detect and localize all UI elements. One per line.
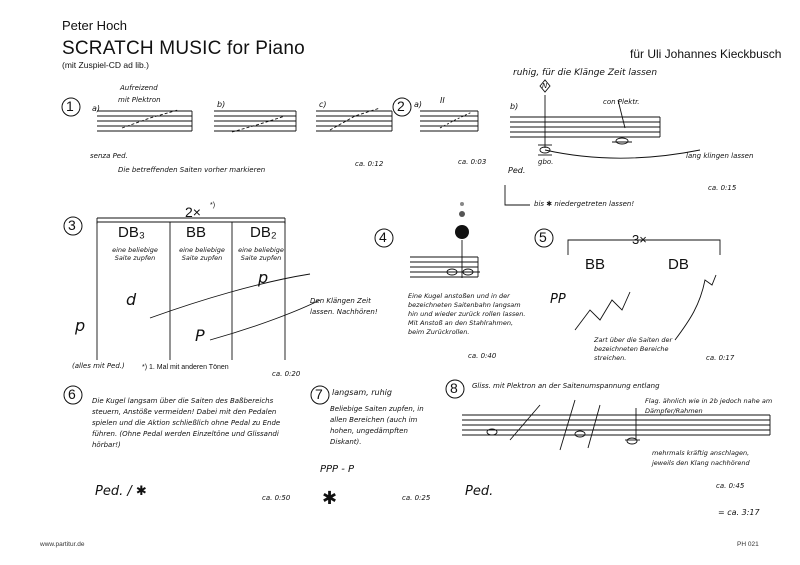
s1-duration: ca. 0:12 xyxy=(355,160,384,168)
s2-duration-a: ca. 0:03 xyxy=(458,158,487,166)
section-5-number: 5 xyxy=(539,229,547,245)
s1-label-b: b) xyxy=(217,100,226,109)
section-8-number: 8 xyxy=(450,380,458,396)
piece-subtitle: (mit Zuspiel-CD ad lib.) xyxy=(62,60,149,70)
s1-label-c: c) xyxy=(319,100,327,109)
s1-aufreizend: Aufreizend xyxy=(120,84,158,92)
s8-flag: Flag. ähnlich wie in 2b jedoch nahe am Dämpfer/Rahmen xyxy=(645,397,773,415)
composer-name: Peter Hoch xyxy=(62,18,128,33)
s3-bb: BB xyxy=(186,224,207,241)
s3-dyn-p3: P xyxy=(195,326,205,345)
staff-section-4 xyxy=(410,240,480,278)
s3-footnote: *) 1. Mal mit anderen Tönen xyxy=(142,364,229,371)
s3-db2: DB₂ xyxy=(250,224,277,241)
s3-zupfen-1: eine beliebige Saite zupfen xyxy=(112,246,158,262)
s2-label-b: b) xyxy=(510,102,519,111)
s2-label-a: a) xyxy=(414,100,423,109)
s5-bb: BB xyxy=(585,256,606,273)
staff-section-1 xyxy=(97,108,392,132)
s3-zupfen-3: eine beliebige Saite zupfen xyxy=(238,246,284,262)
s5-duration: ca. 0:17 xyxy=(706,354,735,362)
staff-section-2a xyxy=(420,111,478,131)
s4-duration: ca. 0:40 xyxy=(468,352,497,360)
pedal-release-icon: ✱ xyxy=(322,488,338,508)
s1-label-a: a) xyxy=(92,104,101,113)
s3-dyn-p1: p xyxy=(258,268,269,287)
dedication: für Uli Johannes Kieckbusch xyxy=(630,47,782,61)
s2-gbo: gbo. xyxy=(538,158,554,166)
footer-code: PH 021 xyxy=(737,541,759,548)
total-duration: = ca. 3:17 xyxy=(718,508,760,517)
s7-dyn: PPP - P xyxy=(320,464,355,475)
section-4-number: 4 xyxy=(379,229,387,245)
s2-con-plektr: con Plektr. xyxy=(603,98,640,106)
brackets-section-5 xyxy=(568,240,720,340)
s4-text: Eine Kugel anstoßen und in der bezeichneten Saitenbahn langsam hin und wieder zurück rollen lassen. Mit Anstoß an den Stahlrahmen, beim Zurückrollen. xyxy=(408,292,526,336)
s2-ped: Ped. xyxy=(508,166,526,175)
s5-dyn: PP xyxy=(550,292,566,307)
s8-ped: Ped. xyxy=(465,484,494,499)
section-1-number: 1 xyxy=(66,98,74,114)
s8-gliss: Gliss. mit Plektron an der Saitenumspannung entlang xyxy=(472,382,660,390)
s3-duration: ca. 0:20 xyxy=(272,370,301,378)
s6-text: Die Kugel langsam über die Saiten des Baßbereichs steuern, Anstöße vermeiden! Dabei mit den Pedalen spielen und die Aktion schließlich ohne Pedal zu Ende führen. (Ohne Pedal werden Einzeltöne und Glissandi hörbar!) xyxy=(92,397,281,449)
s5-db: DB xyxy=(668,256,689,273)
ball-icon xyxy=(455,225,469,239)
s6-duration: ca. 0:50 xyxy=(262,494,291,502)
s1-mit-plektron: mit Plektron xyxy=(118,96,161,104)
s3-alles-ped: (alles mit Ped.) xyxy=(72,362,125,370)
piece-title: SCRATCH MUSIC for Piano xyxy=(62,38,305,59)
s7-tempo: langsam, ruhig xyxy=(332,388,392,397)
s5-repeat: 3× xyxy=(632,232,647,247)
s2-ruhig: ruhig, für die Klänge Zeit lassen xyxy=(513,68,658,78)
s3-repeat: 2× xyxy=(185,204,201,220)
s8-mehrmals: mehrmals kräftig anschlagen, jeweils den Klang nachhörend xyxy=(652,449,750,467)
footer-url[interactable]: www.partitur.de xyxy=(40,541,85,548)
s2-lang-klingen: lang klingen lassen xyxy=(686,152,754,160)
section-3-number: 3 xyxy=(68,217,76,233)
s5-text: Zart über die Saiten der bezeichneten Bereiche streichen. xyxy=(594,336,673,362)
s3-asterisk: *) xyxy=(210,202,216,209)
section-7-number: 7 xyxy=(315,386,323,402)
section-6-number: 6 xyxy=(68,386,76,402)
s1-senza-ped: senza Ped. xyxy=(90,152,128,160)
s2-roman: II xyxy=(440,96,445,105)
s3-dyn-p2: p xyxy=(75,316,86,335)
s3-den-klaengen: Den Klängen Zeit lassen. Nachhören! xyxy=(310,297,378,316)
s2-duration-b: ca. 0:15 xyxy=(708,184,737,192)
s2-n-mark: N xyxy=(542,82,548,90)
s8-duration: ca. 0:45 xyxy=(716,482,745,490)
s3-dyn-d: d xyxy=(126,290,137,309)
s3-zupfen-2: eine beliebige Saite zupfen xyxy=(179,246,225,262)
s3-db3: DB₃ xyxy=(118,224,145,241)
s2-bis-text: bis ✱ niedergetreten lassen! xyxy=(534,200,635,208)
s6-ped: Ped. / ✱ xyxy=(95,484,147,499)
s7-duration: ca. 0:25 xyxy=(402,494,431,502)
s7-text: Beliebige Saiten zupfen, in allen Bereichen (auch im hohen, ungedämpften Diskant). xyxy=(330,405,424,446)
s1-instruction: Die betreffenden Saiten vorher markieren xyxy=(118,166,266,174)
section-2-number: 2 xyxy=(397,98,405,114)
